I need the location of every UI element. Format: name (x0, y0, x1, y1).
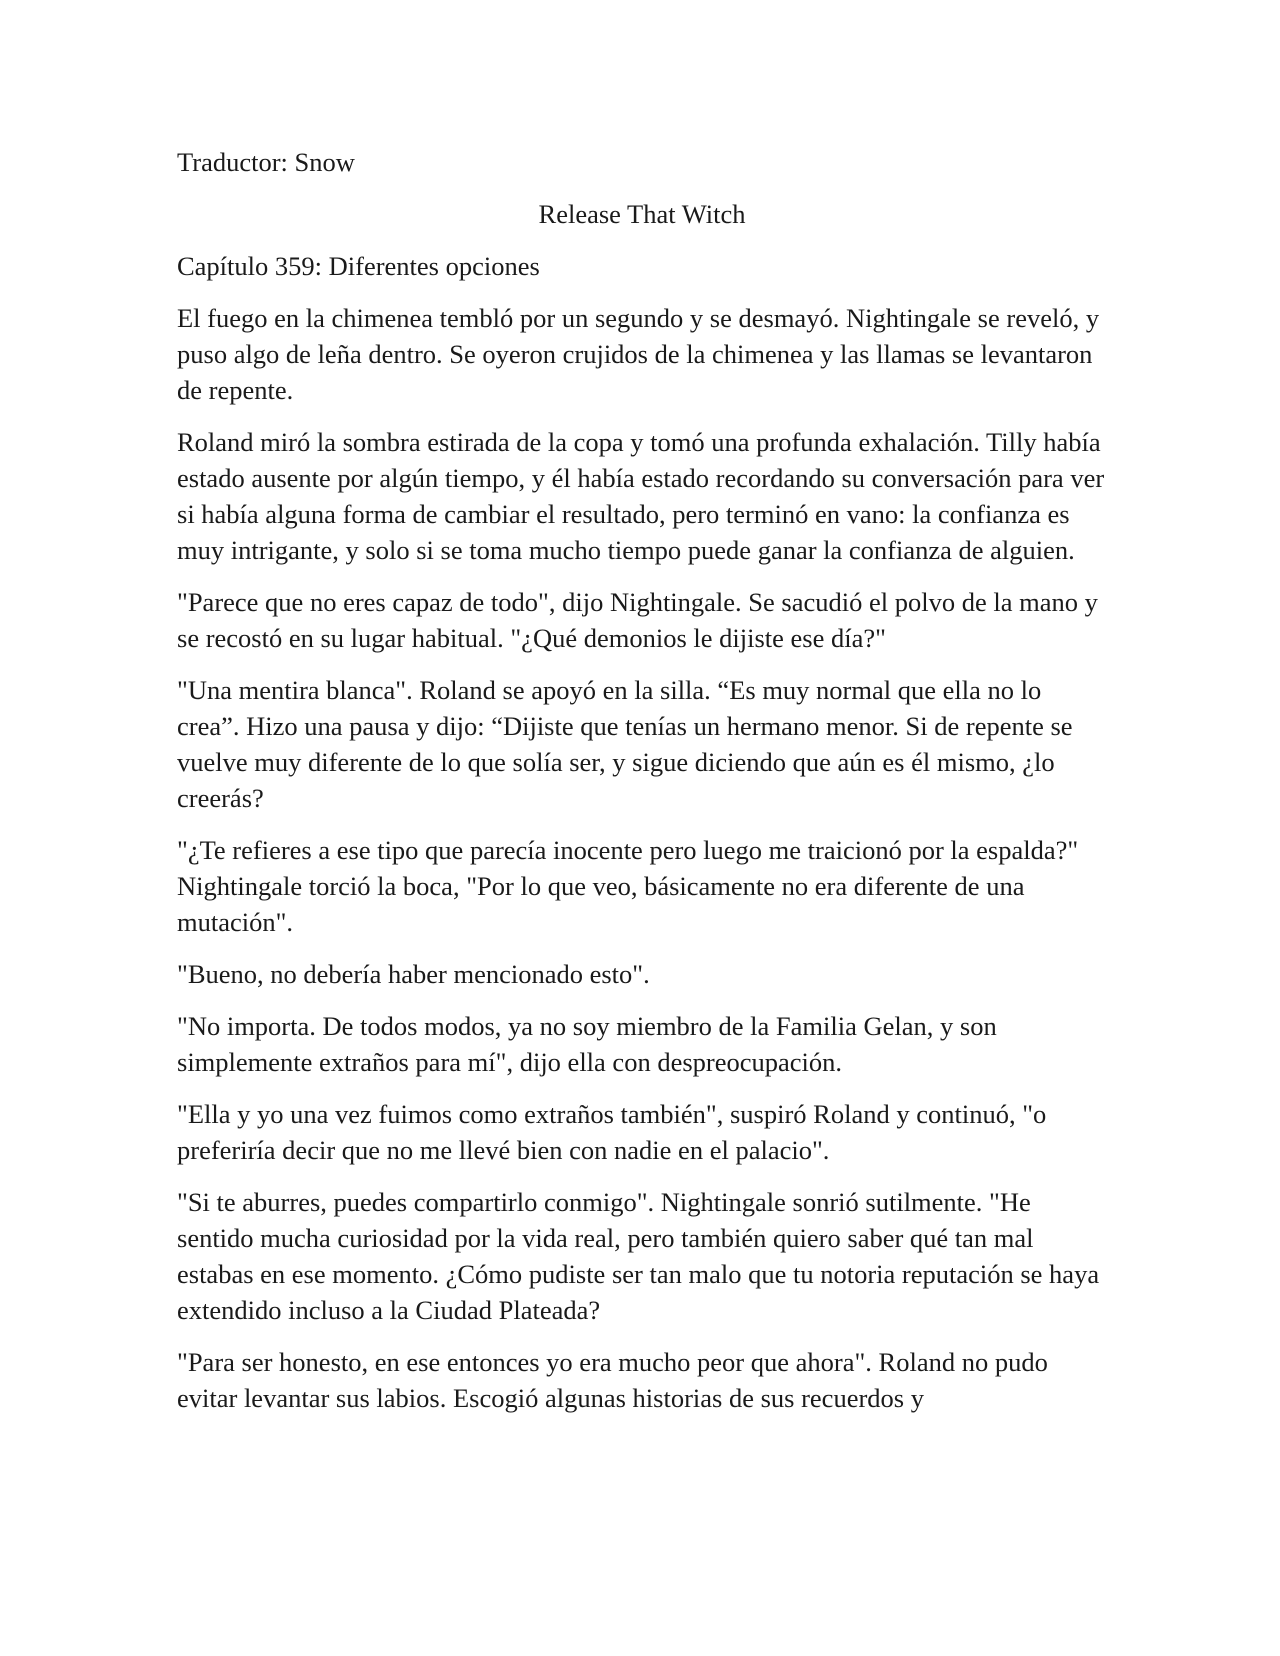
paragraph: "Bueno, no debería haber mencionado esto". (177, 959, 650, 989)
paragraph: "Ella y yo una vez fuimos como extraños también", suspiró Roland y continuó, "o preferiría decir que no me llevé bien con nadie en el palacio". (177, 1099, 1047, 1165)
chapter-title: Capítulo 359: Diferentes opciones (177, 251, 540, 281)
paragraph: "Parece que no eres capaz de todo", dijo Nightingale. Se sacudió el polvo de la mano y se recostó en su lugar habitual. "¿Qué demonios le dijiste ese día?" (177, 587, 1098, 653)
paragraph: Roland miró la sombra estirada de la copa y tomó una profunda exhalación. Tilly había estado ausente por algún tiempo, y él había estado recordando su conversación para ver si había alguna forma de cambiar el resultado, pero terminó en vano: la confianza es muy intrigante, y solo si se toma mucho tiempo puede ganar la confianza de alguien. (177, 427, 1105, 565)
paragraph: "No importa. De todos modos, ya no soy miembro de la Familia Gelan, y son simplemente extraños para mí", dijo ella con despreocupación. (177, 1011, 997, 1077)
document-body (177, 144, 1107, 1432)
book-title: Release That Witch (538, 199, 746, 229)
paragraph: El fuego en la chimenea tembló por un segundo y se desmayó. Nightingale se reveló, y puso algo de leña dentro. Se oyeron crujidos de la chimenea y las llamas se levantaron de repente. (177, 303, 1100, 405)
paragraph: "Una mentira blanca". Roland se apoyó en la silla. “Es muy normal que ella no lo crea”. Hizo una pausa y dijo: “Dijiste que tenías un hermano menor. Si de repente se vuelve muy diferente de lo que solía ser, y sigue diciendo que aún es él mismo, ¿lo creerás? (177, 675, 1073, 813)
translator-credit: Traductor: Snow (177, 147, 355, 177)
paragraph: "¿Te refieres a ese tipo que parecía inocente pero luego me traicionó por la espalda?" Nightingale torció la boca, "Por lo que veo, básicamente no era diferente de una mutación". (177, 835, 1079, 937)
paragraph: "Para ser honesto, en ese entonces yo era mucho peor que ahora". Roland no pudo evitar levantar sus labios. Escogió algunas historias de sus recuerdos y (177, 1347, 1048, 1413)
paragraph: "Si te aburres, puedes compartirlo conmigo". Nightingale sonrió sutilmente. "He sentido mucha curiosidad por la vida real, pero también quiero saber qué tan mal estabas en ese momento. ¿Cómo pudiste ser tan malo que tu notoria reputación se haya extendido incluso a la Ciudad Plateada? (177, 1187, 1100, 1325)
